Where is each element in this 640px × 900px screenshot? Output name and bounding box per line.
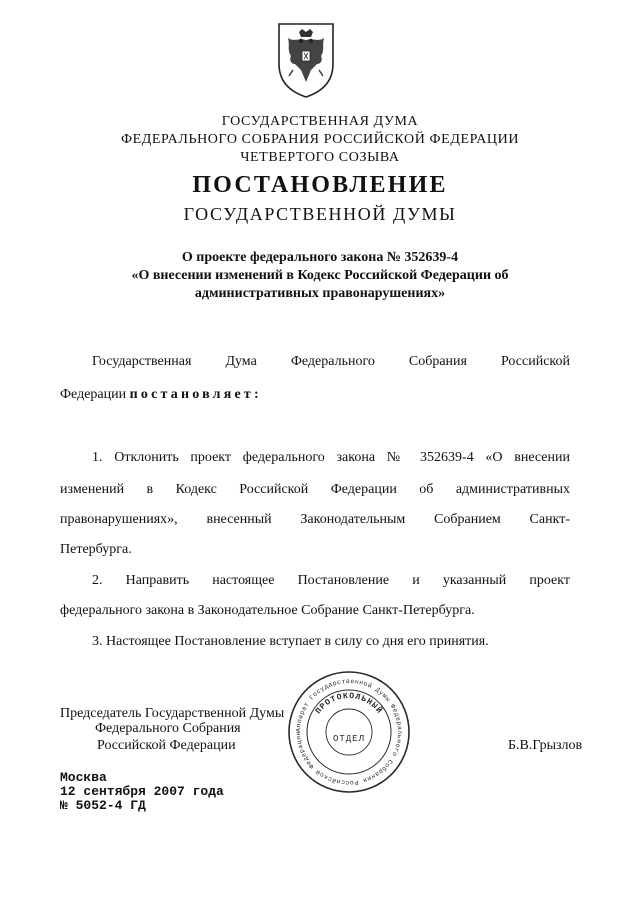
svg-text:Аппарат Государственной Думы Ф bbox=[295, 678, 403, 786]
footer-number: № 5052-4 ГД bbox=[60, 798, 146, 813]
preamble-line-2 bbox=[60, 387, 570, 403]
subject-line-1: О проекте федерального закона № 352639-4 bbox=[181, 250, 459, 265]
footer-city: Москва bbox=[60, 770, 107, 785]
signatory-title-line-1: Председатель Государственной Думы bbox=[60, 706, 285, 721]
signatory-title-line-2: Федерального Собрания bbox=[95, 721, 241, 736]
org-line-1: ГОСУДАРСТВЕННАЯ ДУМА bbox=[221, 114, 419, 129]
stamp-ring-text: Аппарат Государственной Думы Федерального Собрания Российской Федерации bbox=[294, 677, 404, 787]
preamble-line-2-text: Федерации bbox=[60, 387, 127, 402]
document-type-subtitle: ГОСУДАРСТВЕННОЙ ДУМЫ bbox=[183, 204, 457, 224]
item-1-line-3: правонарушениях», внесенный Законодательным Собранием Санкт- bbox=[60, 512, 570, 527]
item-1-line-2: изменений в Кодекс Российской Федерации об административных bbox=[60, 482, 570, 497]
item-2-line-2: федерального закона в Законодательное Собрание Санкт-Петербурга. bbox=[60, 603, 475, 618]
item-1-line-4: Петербурга. bbox=[60, 542, 132, 557]
item-1-line-1: 1. Отклонить проект федерального закона № 352639-4 «О внесении bbox=[92, 450, 570, 465]
item-2-line-1: 2. Направить настоящее Постановление и указанный проект bbox=[92, 573, 570, 588]
signatory-name: Б.В.Грызлов bbox=[508, 738, 583, 753]
stamp-center-text: ОТДЕЛ bbox=[332, 734, 366, 744]
subject-line-2: «О внесении изменений в Кодекс Российской Федерации об bbox=[131, 268, 509, 283]
document-type-title: ПОСТАНОВЛЕНИЕ bbox=[192, 172, 448, 198]
org-line-2: ФЕДЕРАЛЬНОГО СОБРАНИЯ РОССИЙСКОЙ ФЕДЕРАЦИИ bbox=[120, 132, 520, 147]
preamble-decision-word: постановляет: bbox=[129, 387, 262, 402]
signatory-title-line-3: Российской Федерации bbox=[97, 738, 236, 753]
svg-text:ПРОТОКОЛЬНЫЙ bbox=[314, 692, 385, 716]
footer-date: 12 сентября 2007 года bbox=[60, 784, 224, 799]
stamp-inner-arc-text: ПРОТОКОЛЬНЫЙ bbox=[314, 691, 384, 716]
org-line-3: ЧЕТВЕРТОГО СОЗЫВА bbox=[240, 150, 400, 165]
item-3-line-1: 3. Настоящее Постановление вступает в силу со дня его принятия. bbox=[92, 634, 489, 649]
official-stamp bbox=[285, 668, 413, 796]
subject-line-3: административных правонарушениях» bbox=[194, 286, 446, 301]
coat-of-arms-icon bbox=[275, 20, 337, 100]
preamble-line-1: Государственная Дума Федерального Собрания Российской bbox=[92, 354, 570, 369]
